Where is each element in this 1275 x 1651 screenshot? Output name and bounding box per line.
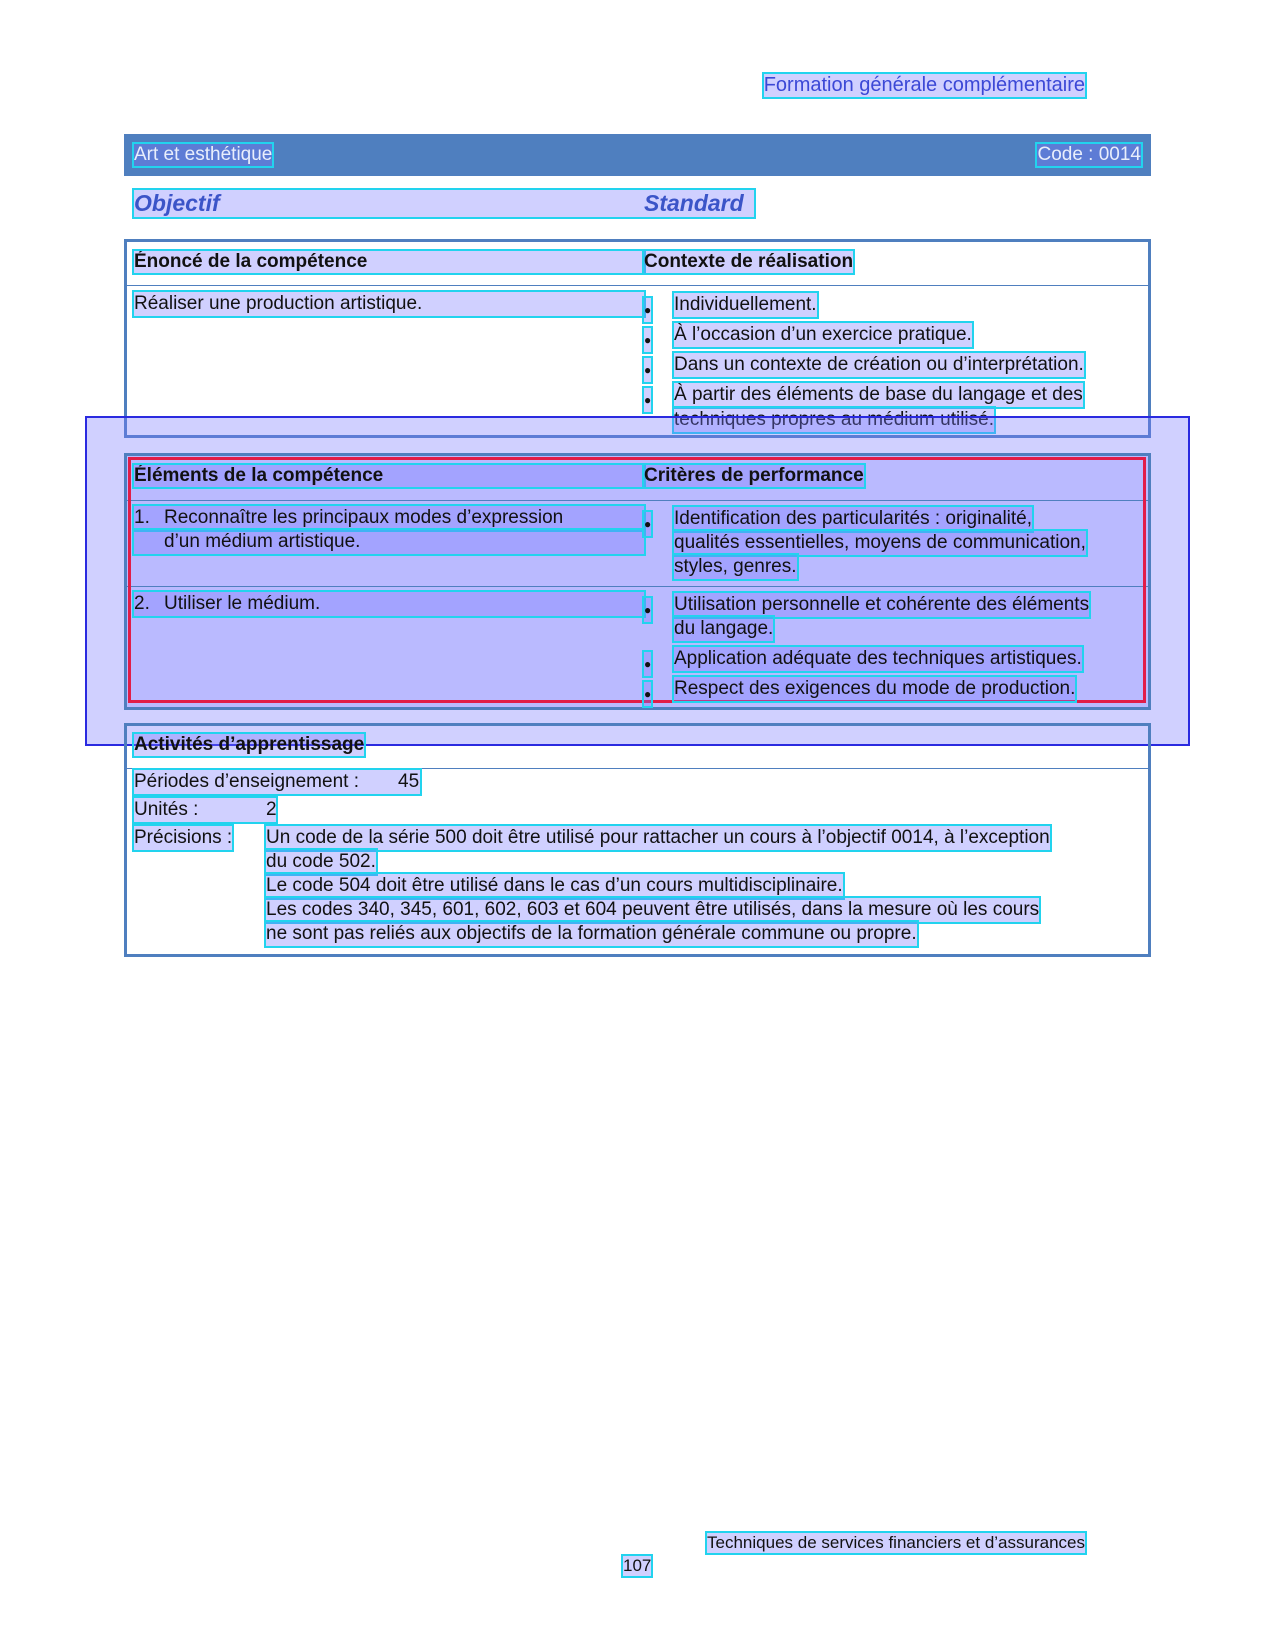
competence-statement-header: Énoncé de la compétence (134, 251, 644, 273)
element-number: 2. (134, 593, 150, 614)
divider (127, 285, 1148, 286)
bullet-icon: ● (644, 652, 651, 676)
bullet-icon: ● (644, 682, 651, 706)
element-number: 1. (134, 507, 150, 528)
element-item (134, 592, 644, 616)
elements-header: Éléments de la compétence (134, 465, 644, 487)
periods-row (134, 770, 420, 794)
bullet-icon: ● (644, 298, 651, 322)
title-bar (124, 134, 1151, 176)
precisions-label: Précisions : (134, 827, 233, 848)
element-item (134, 506, 644, 554)
element-text: Reconnaître les principaux modes d’expression (164, 507, 564, 528)
bullet-icon: ● (644, 598, 651, 622)
objective-heading: Objectif (134, 190, 220, 216)
units-value: 2 (266, 799, 277, 820)
periods-label: Périodes d’enseignement : (134, 771, 359, 792)
course-title: Art et esthétique (134, 144, 273, 165)
units-row (134, 798, 276, 822)
criteria-header: Critères de performance (644, 465, 864, 486)
footer-program: Techniques de services financiers et d’assurances (707, 1533, 1085, 1552)
bullet-icon: ● (644, 388, 651, 412)
course-code: Code : 0014 (1037, 144, 1141, 165)
element-text: d’un médium artistique. (164, 531, 361, 552)
activities-header: Activités d’apprentissage (134, 734, 365, 755)
units-label: Unités : (134, 799, 199, 820)
context-header: Contexte de réalisation (644, 251, 854, 272)
divider (127, 768, 1148, 769)
competence-statement: Réaliser une production artistique. (134, 292, 644, 316)
section-heads (134, 190, 754, 217)
running-head: Formation générale complémentaire (763, 74, 1085, 96)
bullet-icon: ● (644, 512, 651, 536)
bullet-icon: ● (644, 358, 651, 382)
element-text: Utiliser le médium. (164, 593, 321, 614)
periods-value: 45 (398, 771, 420, 792)
bullet-icon: ● (644, 328, 651, 352)
page-number: 107 (623, 1556, 652, 1575)
standard-heading: Standard (644, 190, 744, 216)
